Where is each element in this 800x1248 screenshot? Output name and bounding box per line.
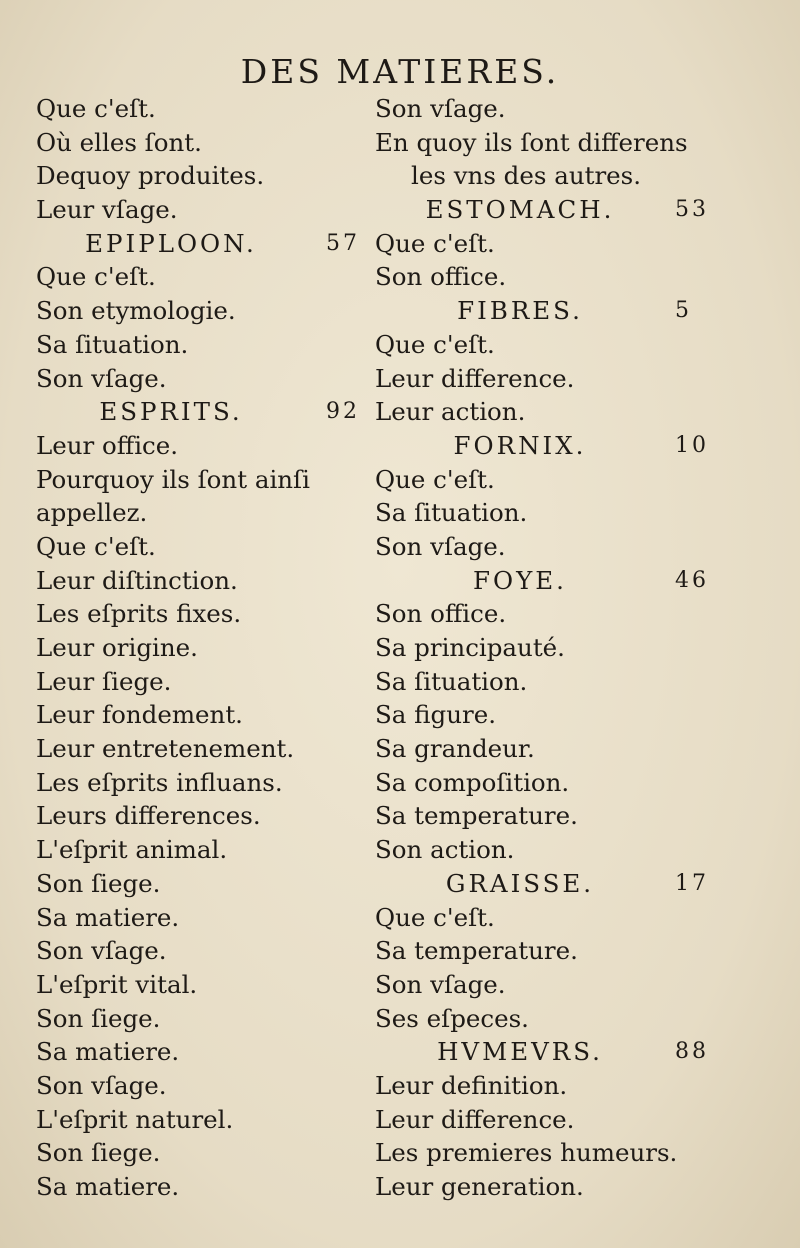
page-number: 53 xyxy=(675,197,709,223)
entry-text: Leur difference. xyxy=(375,1104,575,1134)
entry-text: Sa grandeur. xyxy=(375,734,535,764)
entry-text: Que c'eſt. xyxy=(36,94,156,123)
heading-text: FOYE. xyxy=(473,565,567,595)
index-entry xyxy=(36,732,356,766)
entry-text: L'eſprit animal. xyxy=(36,835,228,865)
index-entry xyxy=(36,766,356,800)
heading-text: ESTOMACH. xyxy=(425,195,615,225)
page-number: 17 xyxy=(675,870,709,896)
index-entry xyxy=(375,1002,715,1036)
index-entry xyxy=(375,92,715,126)
entry-text: les vns des autres. xyxy=(411,161,642,191)
entry-text: Sa temperature. xyxy=(375,801,578,831)
entry-text: Leur vſage. xyxy=(36,195,178,225)
entry-text: Sa temperature. xyxy=(375,936,578,966)
index-entry xyxy=(36,496,356,530)
entry-text: Sa principauté. xyxy=(375,633,565,662)
index-entry xyxy=(36,1136,356,1170)
heading-text: ESPRITS. xyxy=(99,397,243,427)
entry-text: Son vſage. xyxy=(375,531,506,561)
page-number: 5 xyxy=(675,298,692,324)
entry-text: Leur ſiege. xyxy=(36,666,172,696)
entry-text: Leur office. xyxy=(36,430,179,460)
page-number: 92 xyxy=(326,399,360,425)
entry-text: Son vſage. xyxy=(375,94,506,123)
entry-text: Sa matiere. xyxy=(36,1037,180,1067)
index-entry xyxy=(36,1069,356,1103)
entry-text: Son office. xyxy=(375,262,507,292)
index-entry xyxy=(375,1069,715,1103)
index-entry xyxy=(375,799,715,833)
entry-text: Que c'eſt. xyxy=(375,464,495,494)
entry-text: Leur fondement. xyxy=(36,700,243,730)
entry-text: Sa ſituation. xyxy=(375,666,528,696)
entry-text: Son action. xyxy=(375,835,515,865)
index-heading xyxy=(36,227,360,261)
entry-text: Dequoy produites. xyxy=(36,161,265,191)
index-entry xyxy=(36,463,356,497)
index-entry xyxy=(375,1103,715,1137)
entry-text: Sa compoſition. xyxy=(375,767,570,797)
entry-text: Que c'eſt. xyxy=(375,329,495,359)
entry-text: Sa figure. xyxy=(375,700,496,730)
index-entry xyxy=(36,1035,356,1069)
heading-text: FIBRES. xyxy=(457,296,583,326)
index-heading xyxy=(375,1035,709,1069)
index-entry xyxy=(375,968,715,1002)
entry-text: Son ſiege. xyxy=(36,868,161,898)
index-heading xyxy=(375,867,709,901)
entry-text: Leurs differences. xyxy=(36,801,261,831)
heading-text: HVMEVRS. xyxy=(437,1037,603,1067)
index-entry xyxy=(375,597,715,631)
index-entry xyxy=(375,732,715,766)
index-entry xyxy=(36,631,356,665)
index-heading xyxy=(375,193,709,227)
entry-text: Pourquoy ils ſont ainſi xyxy=(36,464,310,494)
entry-text: Son ſiege. xyxy=(36,1138,161,1168)
index-entry xyxy=(375,159,715,193)
index-entry xyxy=(36,92,356,126)
entry-text: Son vſage. xyxy=(36,363,167,393)
index-entry xyxy=(375,665,715,699)
index-heading xyxy=(375,564,709,598)
index-entry xyxy=(36,193,356,227)
index-entry xyxy=(36,362,356,396)
entry-text: Leur action. xyxy=(375,397,526,427)
entry-text: Sa ſituation. xyxy=(36,329,189,359)
index-entry xyxy=(375,766,715,800)
index-entry xyxy=(375,833,715,867)
entry-text: Leur difference. xyxy=(375,363,575,393)
index-entry xyxy=(36,934,356,968)
index-entry xyxy=(375,362,715,396)
index-entry xyxy=(375,530,715,564)
entry-text: Son vſage. xyxy=(375,969,506,999)
index-heading xyxy=(375,429,709,463)
index-entry xyxy=(375,260,715,294)
index-entry xyxy=(375,1136,715,1170)
entry-text: Sa ſituation. xyxy=(375,498,528,528)
entry-text: Leur origine. xyxy=(36,633,198,662)
index-entry xyxy=(36,901,356,935)
entry-text: Que c'eſt. xyxy=(36,531,156,561)
entry-text: L'eſprit naturel. xyxy=(36,1104,234,1134)
index-entry xyxy=(375,328,715,362)
index-entry xyxy=(375,227,715,261)
entry-text: Sa matiere. xyxy=(36,902,180,932)
entry-text: Leur entretenement. xyxy=(36,734,295,764)
entry-text: Son ſiege. xyxy=(36,1003,161,1033)
index-entry xyxy=(375,901,715,935)
index-entry xyxy=(36,294,356,328)
entry-text: Que c'eſt. xyxy=(375,902,495,932)
entry-text: Son vſage. xyxy=(36,936,167,966)
index-entry xyxy=(36,698,356,732)
entry-text: Les premieres humeurs. xyxy=(375,1138,678,1168)
entry-text: Son etymologie. xyxy=(36,296,236,326)
index-entry xyxy=(36,665,356,699)
page-header: DES MATIERES. xyxy=(240,52,560,91)
index-heading xyxy=(375,294,692,328)
index-entry xyxy=(36,833,356,867)
index-entry xyxy=(375,496,715,530)
entry-text: Où elles ſont. xyxy=(36,127,202,157)
heading-text: FORNIX. xyxy=(453,430,587,460)
index-entry xyxy=(36,1103,356,1137)
index-entry xyxy=(36,867,356,901)
index-entry xyxy=(36,429,356,463)
index-entry xyxy=(36,1002,356,1036)
index-entry xyxy=(375,631,715,665)
entry-text: appellez. xyxy=(36,498,148,528)
entry-text: Ses eſpeces. xyxy=(375,1003,529,1033)
index-entry xyxy=(36,597,356,631)
entry-text: Son vſage. xyxy=(36,1070,167,1100)
entry-text: L'eſprit vital. xyxy=(36,969,198,999)
index-entry xyxy=(36,968,356,1002)
heading-text: GRAISSE. xyxy=(445,868,595,898)
index-entry xyxy=(375,698,715,732)
entry-text: Les eſprits influans. xyxy=(36,767,283,797)
index-entry xyxy=(36,1170,356,1204)
left-column xyxy=(36,92,360,1204)
entry-text: Leur generation. xyxy=(375,1172,584,1201)
index-entry xyxy=(36,126,356,160)
page-number: 88 xyxy=(675,1039,709,1065)
index-entry xyxy=(36,328,356,362)
entry-text: Les eſprits fixes. xyxy=(36,599,242,629)
index-entry xyxy=(375,1170,715,1204)
index-entry xyxy=(36,159,356,193)
entry-text: Que c'eſt. xyxy=(375,228,495,258)
entry-text: Sa matiere. xyxy=(36,1172,180,1201)
index-entry xyxy=(36,260,356,294)
heading-text: EPIPLOON. xyxy=(85,228,257,258)
index-entry xyxy=(375,126,715,160)
index-entry xyxy=(36,530,356,564)
index-entry xyxy=(375,395,715,429)
entry-text: Leur diſtinction. xyxy=(36,565,238,595)
page-number: 10 xyxy=(675,432,709,458)
index-entry xyxy=(375,934,715,968)
index-entry xyxy=(36,799,356,833)
index-entry xyxy=(36,564,356,598)
entry-text: Leur definition. xyxy=(375,1070,568,1100)
page-number: 57 xyxy=(326,230,360,256)
entry-text: Que c'eſt. xyxy=(36,262,156,292)
entry-text: Son office. xyxy=(375,599,507,629)
entry-text: En quoy ils ſont differens xyxy=(375,127,688,157)
index-entry xyxy=(375,463,715,497)
right-column xyxy=(375,92,715,1204)
page-number: 46 xyxy=(675,567,709,593)
index-heading xyxy=(36,395,360,429)
